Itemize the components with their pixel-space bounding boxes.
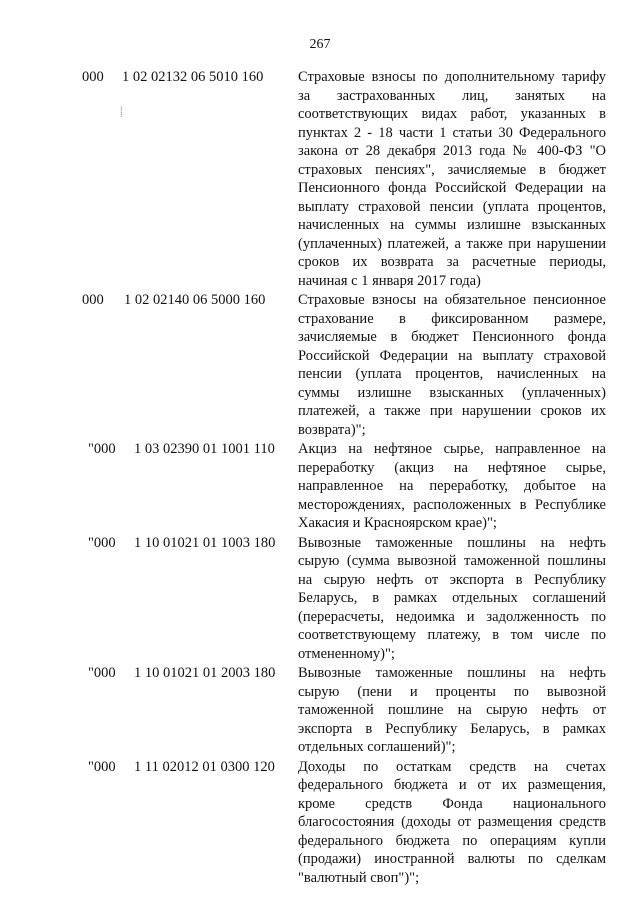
budget-code: 1 03 02390 01 1001 110: [134, 441, 275, 457]
row-description: Вывозные таможенные пошлины на нефть сырую (пени и проценты по вывозной таможенной пошлине на сырую нефть от экспорта в Республику Беларусь, в рамках отдельных соглашений)";: [298, 665, 606, 755]
table-row: [0, 440, 640, 533]
row-prefix: "000: [88, 758, 116, 775]
row-description: Вывозные таможенные пошлины на нефть сырую (сумма вывозной таможенной пошлины на сырую нефть от экспорта в Республику Беларусь, в рамках отдельных соглашений (перерасчеты, недоимка и задолженность по соответствующему платежу, в том числе по отмененному)";: [298, 534, 606, 662]
table-row: [0, 758, 640, 888]
budget-code: 1 11 02012 01 0300 120: [134, 758, 275, 775]
budget-code: 1 10 01021 01 2003 180: [134, 665, 276, 681]
table-row: [0, 291, 640, 439]
row-description: Страховые взносы на обязательное пенсионное страхование в фиксированном размере, зачисляемые в бюджет Пенсионного фонда Российской Федерации на выплату страховой пенсии (уплата процентов, начисленных на суммы излишне взысканных (уплаченных) платежей, а также при нарушении сроков их возврата)";: [298, 292, 606, 438]
row-prefix: "000: [88, 534, 116, 551]
row-description: Страховые взносы по дополнительному тарифу за застрахованных лиц, занятых на соответствующих видах работ, указанных в пунктах 2 - 18 части 1 статьи 30 Федерального закона от 28 декабря 2013 года № 400-ФЗ "О страховых пенсиях", зачисляемые в бюджет Пенсионного фонда Российской Федерации на выплату страховой пенсии (уплата процентов, начисленных на суммы излишне взысканных (уплаченных) платежей, а также при нарушении сроков их возврата за расчетные периоды, начиная с 1 января 2017 года): [298, 69, 606, 289]
row-prefix: 000: [82, 292, 104, 308]
table-row: [0, 534, 640, 664]
scan-mark: ⸽: [120, 107, 123, 118]
code-table: [0, 68, 640, 887]
budget-code: 1 02 02132 06 5010 160: [122, 69, 264, 85]
table-row: [0, 68, 640, 290]
table-row: [0, 664, 640, 757]
budget-code: 1 02 02140 06 5000 160: [124, 292, 266, 308]
row-prefix: "000: [88, 441, 116, 457]
row-prefix: "000: [88, 665, 116, 681]
row-description: Акциз на нефтяное сырье, направленное на переработку (акциз на нефтяное сырье, направленное на переработку, добытое на месторождениях, расположенных в Республике Хакасия и Красноярском крае)";: [298, 441, 606, 531]
row-prefix: 000: [82, 69, 104, 85]
row-description: Доходы по остаткам средств на счетах федерального бюджета и от их размещения, кроме средств Фонда национального благосостояния (доходы от размещения средств федерального бюджета по операциям купли (продажи) иностранной валюты по сделкам "валютный своп")";: [298, 758, 606, 886]
page-number: 267: [309, 37, 331, 52]
budget-code: 1 10 01021 01 1003 180: [134, 534, 276, 551]
